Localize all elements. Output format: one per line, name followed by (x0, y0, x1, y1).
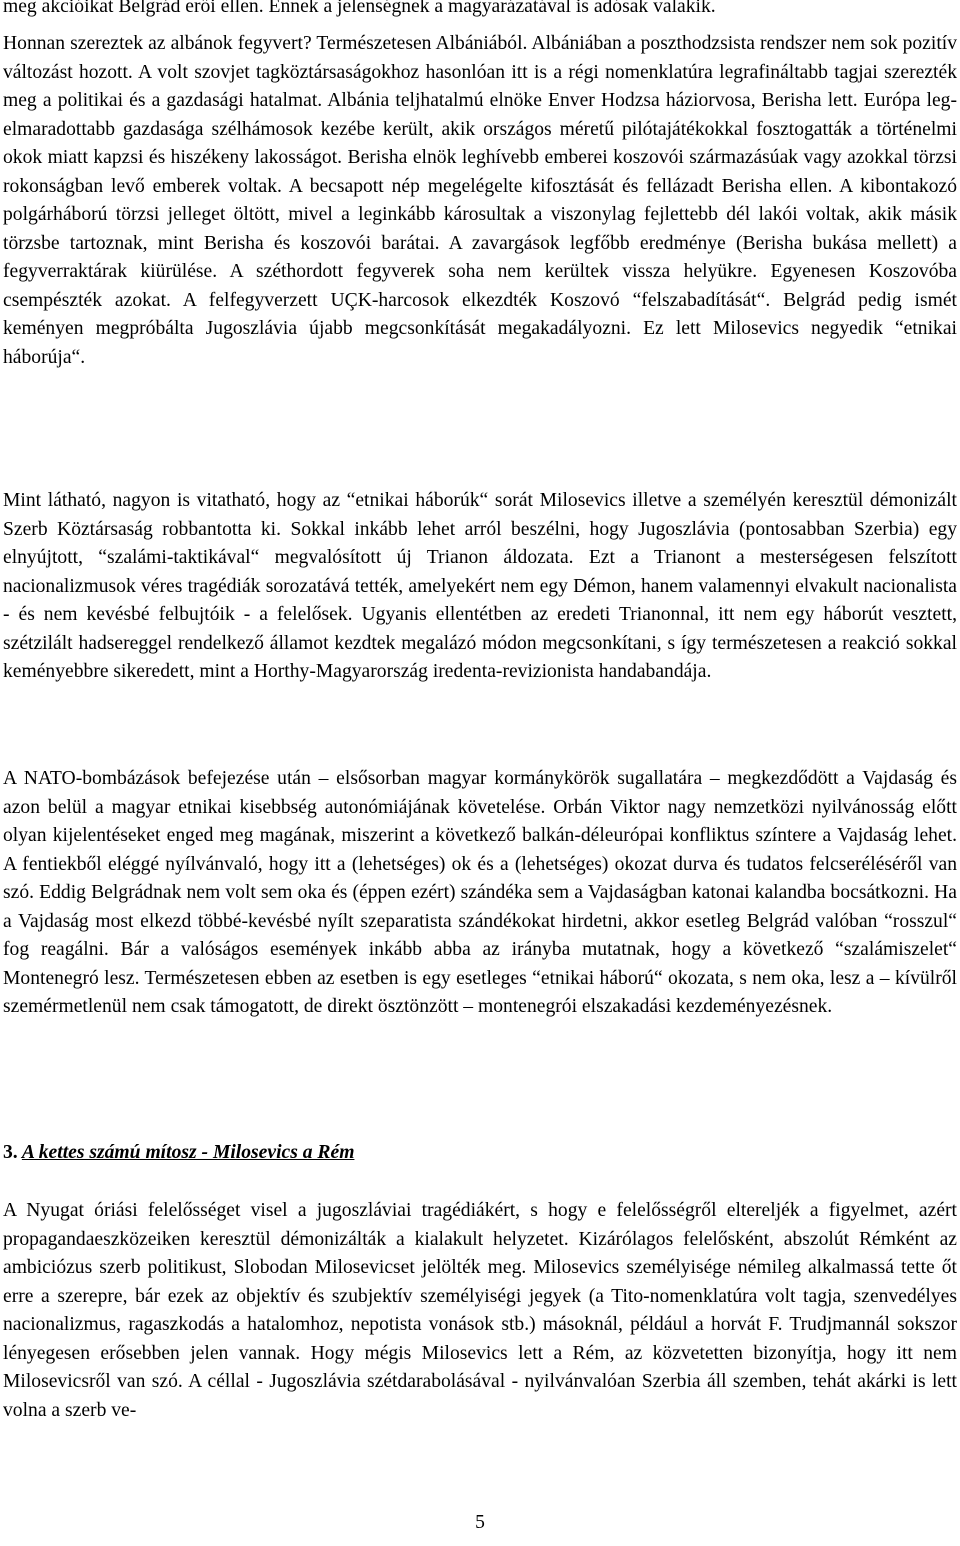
paragraph-2: Honnan szereztek az albánok fegyvert? Természetesen Albániából. Albániában a poszthodzsista rendszer nem sok pozitív változást hozott. A volt szovjet tagköztársaságokhoz hasonlóan itt is a régi nomenklatúra legrafináltabb tagjai szerezték meg a politikai és a gazdasági hatalmat. Albánia teljhatalmú elnöke Enver Hodzsa háziorvosa, Berisha lett. Európa legelmaradottabb gazdasága szélhámosok kezébe került, akik országos méretű pilótajátékokkal fosztogatták a történelmi okok miatt kapzsi és hiszékeny lakosságot. Berisha elnök leghívebb emberei koszovói származásúak vagy azokkal törzsi rokonságban levő emberek voltak. A becsapott nép megelégelte kifosztását és fellázadt Berisha ellen. A kibontakozó polgárháború törzsi jelleget öltött, mivel a leginkább károsultak a viszonylag fejlettebb dél lakói voltak, akik másik törzsbe tartoznak, mint Berisha és koszovói barátai. A zavargások legfőbb eredménye (Berisha bukása mellett) a fegyverraktárak kiürülése. A széthordott fegyverek soha nem kerültek vissza helyükre. Egyenesen Koszovóba csempészték azokat. A felfegyverzett UÇK-harcosok elkezdték Koszovó “felszabadítását“. Belgrád pedig ismét keményen megpróbálta Jugoszlávia újabb megcsonkítását megakadályozni. Ez lett Milosevics negyedik “etnikai háborúja“. (3, 33, 957, 368)
section-heading (3, 1139, 957, 1168)
paragraph-5: A Nyugat óriási felelősséget visel a jugoszláviai tragédiákért, s hogy e felelősségről eltereljék a figyelmet, azért propagandaeszközeiken keresztül démonizálták a kialakult helyzetet. Kizárólagos felelősként, abszolút Rémként az ambiciózus szerb politikust, Slobodan Milosevicset jelölték meg. Milosevics személyisége némileg alkalmassá tette őt erre a szerepre, bár ezek az objektív és szubjektív személyiségi jegyek (a Tito-nomenklatúra volt tagja, szenvedélyes nacionalizmus, ragaszkodás a hatalomhoz, nepotista vonások stb.) másoknál, például a horvát F. Trudjmannál sokszor lényegesen erősebben jelen vannak. Hogy mégis Milosevics lett a Rém, az közvetetten bizonyítja, hogy itt nem Milosevicsről van szó. A céllal - Jugoszlávia szétdarabolásával - nyilvánvalóan Szerbia áll szemben, tehát akárki is lett volna a szerb ve- (3, 1200, 957, 1421)
paragraph-4: A NATO-bombázások befejezése után – elsősorban magyar kormánykörök sugallatára – megkezdődött a Vajdaság és azon belül a magyar etnikai kisebbség autonómiájának követelése. Orbán Viktor nagy nemzetközi nyilvánosság előtt olyan kijelentéseket enged meg magának, miszerint a következő balkán-déleurópai konfliktus színtere a Vajdaság lehet. A fentiekből eléggé nyílvánvaló, hogy itt a (lehetséges) ok és a (lehetséges) okozat durva és tudatos felcseréléséről van szó. Eddig Belgrádnak nem volt sem oka és (éppen ezért) szándéka sem a Vajdaságban katonai kalandba bocsátkozni. Ha a Vajdaság most elkezd többé-kevésbé nyílt szeparatista szándékokat hirdetni, akkor esetleg Belgrád valóban “rosszul“ fog reagálni. Bár a valóságos események inkább abba az irányba mutatnak, hogy a következő “szalámiszelet“ Montenegró lesz. Természetesen ebben az esetben is egy esetleges “etnikai háború“ okozata, s nem oka, lesz a – kívülről szemérmetlenül nem csak támogatott, de direkt ösztönzött – montenegrói elszakadási kezdeményezésnek. (3, 768, 957, 1017)
paragraph-1: meg akcióikat Belgrád erői ellen. Ennek a jelenségnek a magyarázatával is adósak valakik. (3, 0, 716, 17)
section-heading-number: 3. (3, 1142, 18, 1163)
page-number: 5 (475, 1512, 485, 1533)
paragraph-3: Mint látható, nagyon is vitatható, hogy az “etnikai háborúk“ sorát Milosevics illetve a személyén keresztül démonizált Szerb Köztársaság robbantotta ki. Sokkal inkább lehet arról beszélni, hogy Jugoszlávia (pontosabban Szerbia) egy elnyújtott, “szalámi-taktikával“ megvalósított új Trianon áldozata. Ezt a Trianont a mesterségesen felszított nacionalizmusok véres tragédiák sorozatává tették, amelyekért nem egy Démon, hanem valamennyi elvakult nacionalista - és nem kevésbé felbujtóik - a felelősek. Ugyanis ellentétben az eredeti Trianonnal, itt nem egy háborút vesztett, szétzilált hadsereggel rendelkező államot kezdtek megalázó módon megcsonkítani, s így természetesen a reakció sokkal keményebbre sikeredett, mint a Horthy-Magyarország iredenta-revizionista handabandája. (3, 490, 957, 682)
section-heading-title: A kettes számú mítosz - Milosevics a Rém (21, 1142, 355, 1163)
